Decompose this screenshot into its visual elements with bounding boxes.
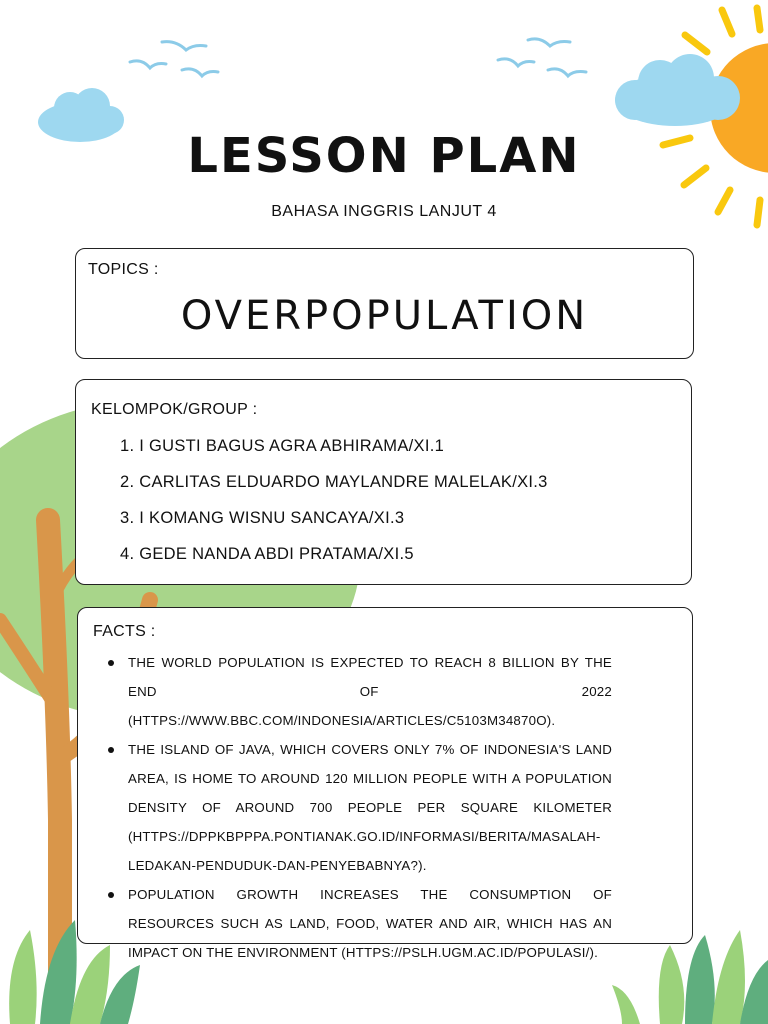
page-subtitle: BAHASA INGGRIS LANJUT 4 bbox=[271, 203, 497, 220]
topic-value: OVERPOPULATION bbox=[180, 293, 589, 339]
list-item: POPULATION GROWTH INCREASES THE CONSUMPTION OF RESOURCES SUCH AS LAND, FOOD, WATER AND AIR, WHICH HAS AN IMPACT ON THE ENVIRONMENT (HTTPS://PSLH.UGM.AC.ID/POPULASI/). bbox=[128, 880, 612, 967]
list-item: 1. I GUSTI BAGUS AGRA ABHIRAMA/XI.1 bbox=[120, 437, 445, 455]
grass-right bbox=[612, 930, 768, 1024]
list-item: THE WORLD POPULATION IS EXPECTED TO REACH 8 BILLION BY THE END OF 2022 (HTTPS://WWW.BBC.COM/INDONESIA/ARTICLES/C5103M34870O). bbox=[128, 648, 612, 735]
birds-icon bbox=[130, 39, 586, 76]
cloud-icon bbox=[615, 54, 740, 126]
group-label: KELOMPOK/GROUP : bbox=[91, 401, 258, 418]
member-list bbox=[120, 432, 548, 576]
facts-list bbox=[128, 648, 612, 967]
list-item: THE ISLAND OF JAVA, WHICH COVERS ONLY 7% OF INDONESIA'S LAND AREA, IS HOME TO AROUND 120 MILLION PEOPLE WITH A POPULATION DENSITY OF AROUND 700 PEOPLE PER SQUARE KILOMETER (HTTPS://DPPKBPPPA.PONTIANAK.GO.ID/INFORMASI/BERITA/MASALAH-LEDAKAN-PENDUDUK-DAN-PENYEBABNYA?). bbox=[128, 735, 612, 880]
list-item: 3. I KOMANG WISNU SANCAYA/XI.3 bbox=[120, 509, 405, 527]
facts-label: FACTS : bbox=[93, 623, 156, 640]
topics-label: TOPICS : bbox=[88, 261, 159, 278]
list-item: 4. GEDE NANDA ABDI PRATAMA/XI.5 bbox=[120, 545, 414, 563]
list-item: 2. CARLITAS ELDUARDO MAYLANDRE MALELAK/XI.3 bbox=[120, 473, 548, 491]
group-card bbox=[75, 379, 692, 585]
facts-card bbox=[77, 607, 693, 960]
page-title: LESSON PLAN bbox=[187, 128, 581, 184]
topics-card bbox=[75, 248, 694, 359]
